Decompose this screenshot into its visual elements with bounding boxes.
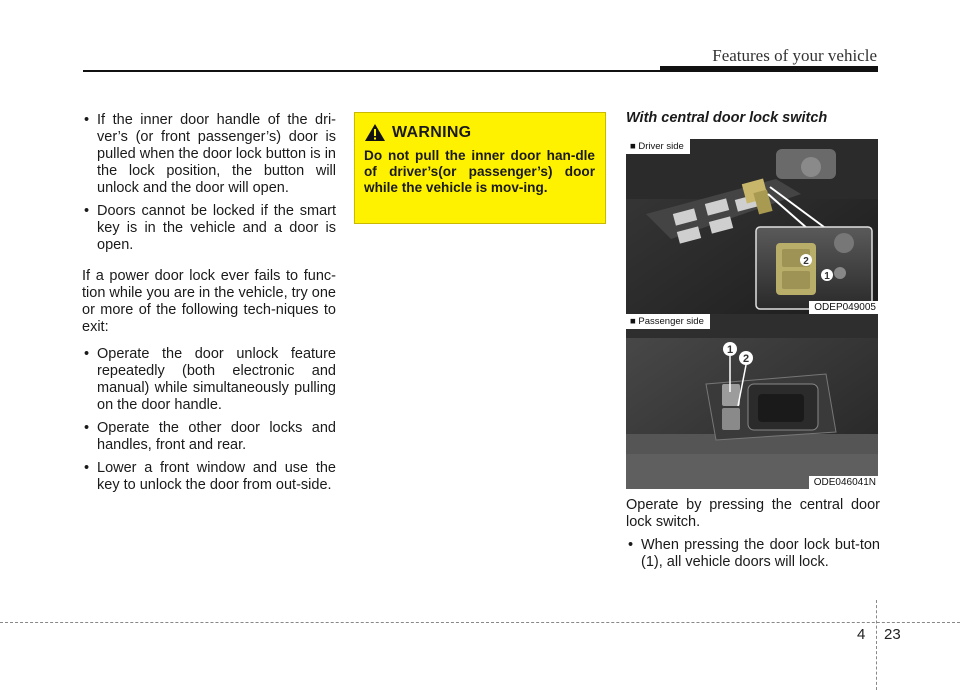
bullet-item: • When pressing the door lock but-ton (1), all vehicle doors will lock.	[626, 537, 880, 571]
bullet-item: • If the inner door handle of the dri-ver’s (or front passenger’s) door is pulled when the door lock button is in the lock position, the button will unlock and the door will open.	[82, 112, 336, 197]
figure-callout: 2	[803, 256, 809, 267]
figure-code: ODEP049005	[809, 301, 878, 314]
figure-label: ■ Passenger side	[626, 314, 710, 329]
left-column	[82, 112, 336, 500]
warning-triangle-icon	[364, 123, 386, 142]
figure-label: ■ Driver side	[626, 139, 690, 154]
warning-text: Do not pull the inner door han-dle of driver’s(or passenger’s) door while the vehicle is mov-ing.	[364, 148, 595, 195]
figure-callout: 1	[726, 344, 734, 356]
right-column-heading	[626, 110, 878, 127]
bullet-item: • Operate the door unlock feature repeatedly (both electronic and manual) while simultaneously pulling on the door handle.	[82, 346, 336, 414]
page-header-title: Features of your vehicle	[712, 46, 877, 65]
footer-divider	[876, 600, 877, 690]
bullet-item: • Doors cannot be locked if the smart key is in the vehicle and a door is open.	[82, 203, 336, 254]
section-subheading: With central door lock switch	[626, 110, 828, 126]
driver-side-photo	[626, 139, 878, 314]
footer-rule	[0, 622, 960, 623]
figure-callout: 1	[824, 271, 830, 282]
warning-header	[364, 123, 595, 142]
bullet-item: • Operate the other door locks and handles, front and rear.	[82, 420, 336, 454]
bullet-item: • Lower a front window and use the key to unlock the door from out-side.	[82, 460, 336, 494]
warning-box	[354, 112, 606, 224]
chapter-number: 4	[857, 626, 866, 643]
figure-callout: 2	[742, 353, 750, 365]
figure-code: ODE046041N	[809, 476, 878, 489]
right-column-body	[626, 497, 880, 577]
warning-title: WARNING	[392, 123, 472, 141]
driver-door-switch-illustration	[626, 139, 878, 314]
passenger-door-switch-illustration	[626, 314, 878, 489]
header-rule-thick	[660, 66, 878, 72]
page-number: 23	[884, 626, 901, 643]
header-rule-thin	[83, 70, 663, 72]
body-paragraph: If a power door lock ever fails to func-tion while you are in the vehicle, try one or more of the following tech-niques to exit:	[82, 268, 336, 335]
passenger-side-photo	[626, 314, 878, 489]
body-paragraph: Operate by pressing the central door lock switch.	[626, 497, 880, 530]
